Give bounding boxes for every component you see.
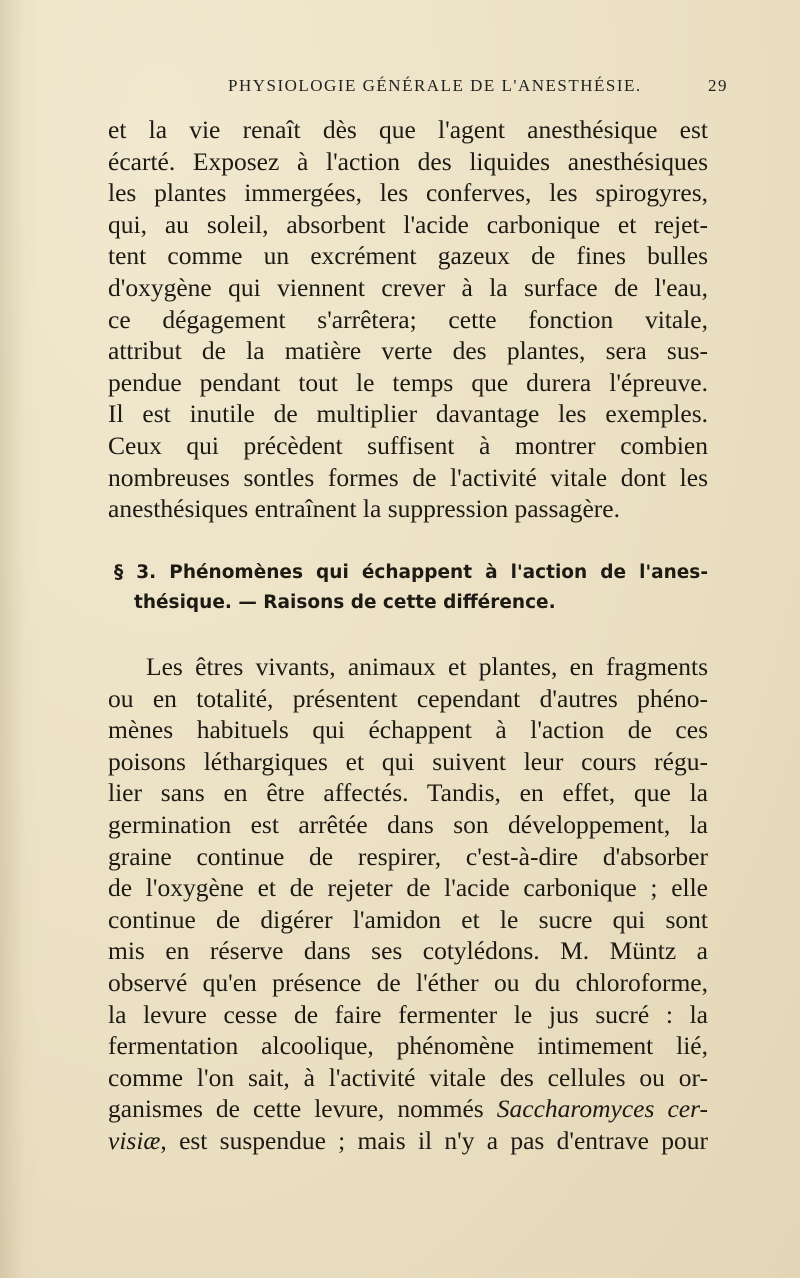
text-line: anesthésiques entraînent la suppression passagère. (108, 494, 620, 524)
running-header (228, 76, 728, 96)
text-line: Les êtres vivants, animaux et plantes, en fragments (146, 652, 708, 681)
text-line: fermentation alcoolique, phénomène intimement lié, (108, 1031, 708, 1061)
text-line (108, 1093, 708, 1125)
text-line: et la vie renaît dès que l'agent anesthésique est (108, 115, 708, 144)
text-line: continue de digérer l'amidon et le sucre qui sont (108, 904, 708, 934)
text-line: comme l'on sait, à l'activité vitale des cellules ou or- (108, 1062, 708, 1092)
text-line: tent comme un excrément gazeux de fines bulles (108, 241, 708, 271)
text-line: les plantes immergées, les conferves, les spirogyres, (108, 178, 708, 208)
text-line: graine continue de respirer, c'est-à-dire d'absorber (108, 841, 708, 871)
italic-species-name: Saccharomyces cer- (496, 1094, 708, 1124)
text-line: germination est arrêtée dans son développement, la (108, 809, 708, 839)
text-line: mis en réserve dans ses cotylédons. M. Müntz a (108, 936, 708, 966)
italic-species-name: visiæ (108, 1125, 161, 1155)
paragraph-2 (108, 651, 708, 1157)
text-line: écarté. Exposez à l'action des liquides anesthésiques (108, 146, 708, 176)
section-heading-line: thésique. — Raisons de cette différence. (134, 592, 556, 613)
text-line: de l'oxygène et de rejeter de l'acide carbonique ; elle (108, 873, 708, 903)
text-line: Il est inutile de multiplier davantage les exemples. (108, 399, 708, 429)
page-number: 29 (708, 76, 728, 95)
text-line: d'oxygène qui viennent crever à la surface de l'eau, (108, 272, 708, 302)
text-line: la levure cesse de faire fermenter le jus sucré : la (108, 999, 708, 1029)
text-line: attribut de la matière verte des plantes, sera sus- (108, 336, 708, 366)
text-line: pendue pendant tout le temps que durera l'épreuve. (108, 367, 708, 397)
text-line: poisons léthargiques et qui suivent leur cours régu- (108, 746, 708, 776)
text-line: mènes habituels qui échappent à l'action de ces (108, 715, 708, 745)
section-heading-line: § 3. Phénomènes qui échappent à l'action de l'anes- (114, 562, 708, 583)
section-heading (108, 558, 708, 618)
text-line: Ceux qui précèdent suffisent à montrer combien (108, 430, 708, 460)
page-fold-shadow (0, 0, 40, 1278)
text-line: lier sans en être affectés. Tandis, en effet, que la (108, 778, 708, 808)
running-title: PHYSIOLOGIE GÉNÉRALE DE L'ANESTHÉSIE. (228, 76, 642, 95)
text-span: , est suspendue ; mais il n'y a pas d'entrave pour (160, 1125, 708, 1155)
text-line: qui, au soleil, absorbent l'acide carbonique et rejet- (108, 209, 708, 239)
text-span: ganismes de cette levure, nommés (108, 1094, 497, 1124)
paragraph-1 (108, 114, 708, 525)
text-line: nombreuses sontles formes de l'activité vitale dont les (108, 462, 708, 492)
text-line: observé qu'en présence de l'éther ou du chloroforme, (108, 967, 708, 997)
text-line: ou en totalité, présentent cependant d'autres phéno- (108, 683, 708, 713)
text-line: ce dégagement s'arrêtera; cette fonction vitale, (108, 304, 708, 334)
text-line (108, 1125, 708, 1157)
